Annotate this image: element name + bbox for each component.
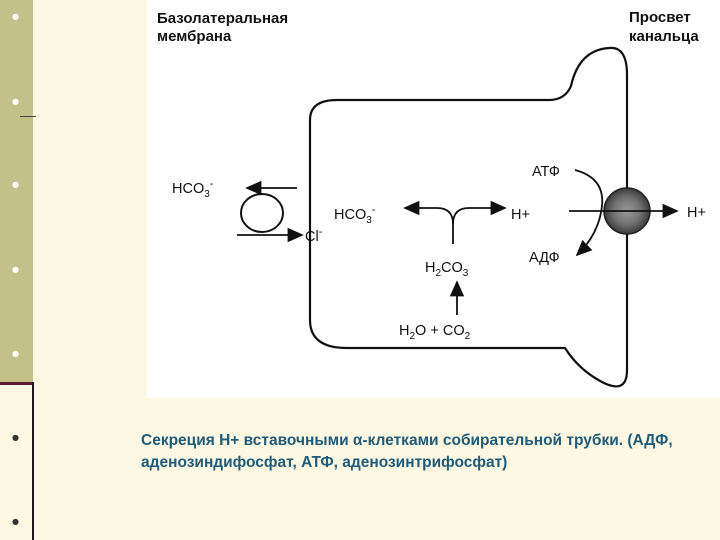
hco3-in-label: $HCO_3^-$ (334, 204, 376, 226)
hco3-split-arrow (405, 208, 453, 224)
figure-caption: Секреция Н+ вставочными α-клетками собирательной трубки. (АДФ, аденозиндифосфат, АТФ, аденозинтрифосфат) (141, 432, 673, 471)
h2co3-label: $H_2CO_3$ (425, 260, 469, 279)
sidebar-edge (32, 382, 34, 540)
hco3-out-label: $HCO_3^-$ (172, 178, 214, 200)
left-sidebar (0, 0, 33, 540)
bullet-dot: ● (12, 180, 19, 189)
bullet-dot: ● (12, 97, 19, 106)
atp-hydrolysis-arrow (575, 170, 602, 255)
adf-label: АДФ (529, 250, 560, 266)
sidebar-panel (0, 0, 33, 382)
bullet-dot: ● (12, 433, 19, 442)
exchanger-circle (241, 194, 283, 232)
diagram-figure (147, 0, 720, 398)
h-in-label: H+ (511, 207, 530, 223)
bullet-dot: ● (12, 517, 19, 526)
bullet-dot: ● (12, 265, 19, 274)
membrane-label: мембрана (157, 28, 232, 45)
h2o-co2-label: $H_2O + CO_2$ (399, 323, 471, 342)
bullet-dot: ● (12, 12, 19, 21)
bullet-dot: ● (12, 349, 19, 358)
cell-diagram (147, 0, 720, 398)
h-split-arrow (453, 208, 505, 244)
cl-label: Cl- (305, 226, 323, 245)
atf-label: АТФ (532, 164, 560, 180)
h-out-label: H+ (687, 205, 706, 221)
sidebar-tick (20, 116, 36, 117)
sidebar-rule (0, 382, 33, 385)
lumen-label: Просвет (629, 9, 691, 26)
tubule-label: канальца (629, 28, 699, 45)
basolateral-label: Базолатеральная (157, 10, 289, 27)
